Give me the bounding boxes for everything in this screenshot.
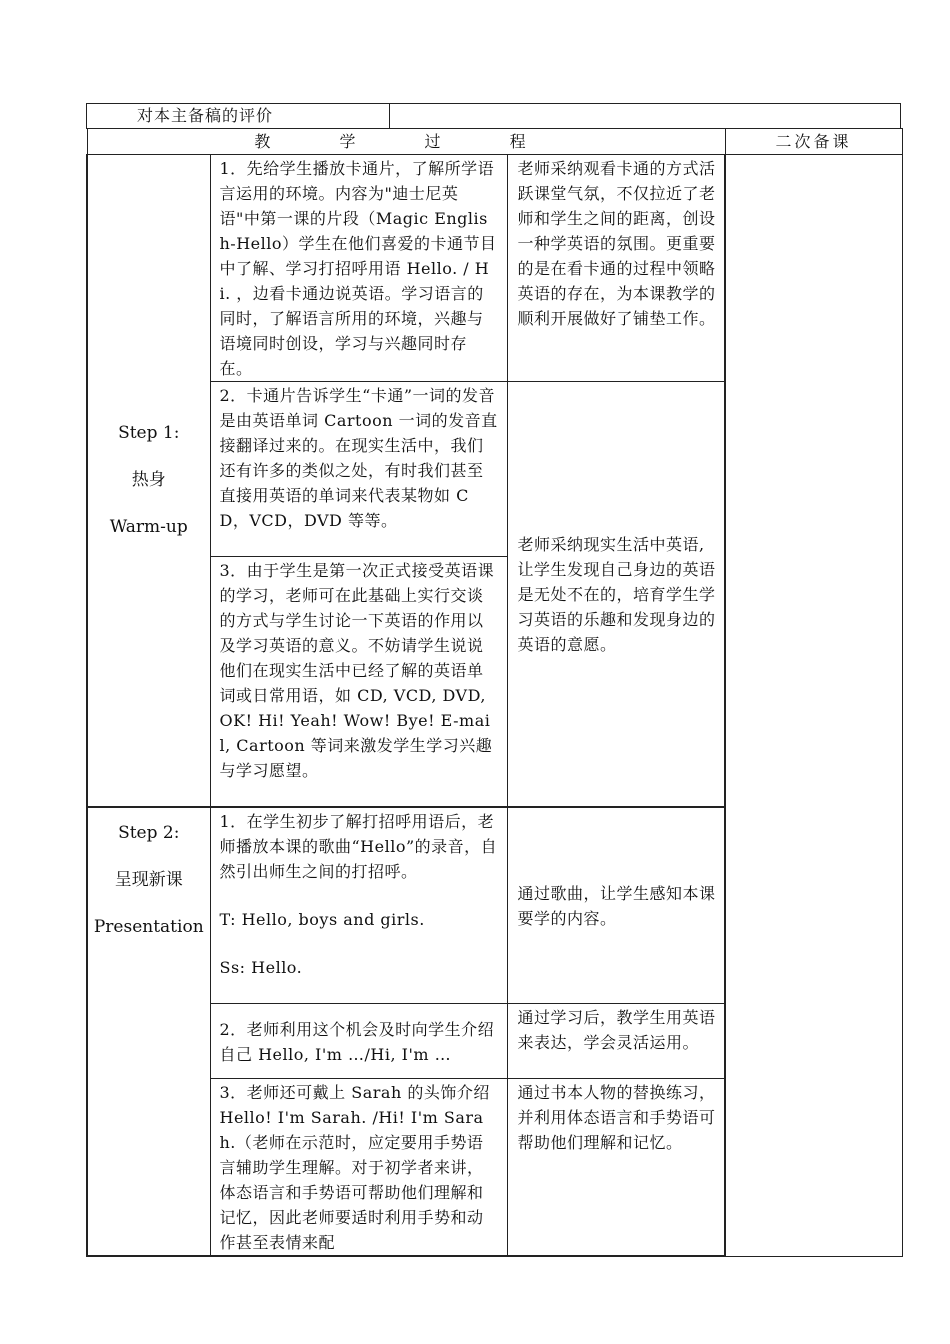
step1-item3-text: 3．由于学生是第一次正式接受英语课的学习，老师可在此基础上实行交谈的方式与学生讨论一下英语的作用以及学习英语的意义。不妨请学生说说他们在现实生活中已经了解的英语单词或日常用语，如 CD, VCD, DVD, OK! Hi! Yeah! Wow! Bye! E-mail, Cartoon 等词来激发学生学习兴趣与学习愿望。 (210, 557, 507, 808)
second-preparation-header: 二次备课 (725, 129, 902, 155)
step2-name: Step 2: (118, 823, 180, 843)
teaching-process-header: 教 学 过 程 (87, 129, 725, 155)
step1-name: Step 1: (118, 423, 180, 443)
step2-item1-body: 1．在学生初步了解打招呼用语后，老师播放本课的歌曲“Hello”的录音，自然引出师生之间的打招呼。 (219, 812, 498, 881)
evaluation-table (86, 103, 901, 129)
step1-item1-comment: 老师采纳观看卡通的方式活跃课堂气氛，不仅拉近了老师和学生之间的距离，创设一种学英语的氛围。更重要的是在看卡通的过程中领略英语的存在，为本课教学的顺利开展做好了铺垫工作。 (507, 155, 725, 382)
step2-item3-text: 3．老师还可戴上 Sarah 的头饰介绍 Hello! I'm Sarah. /Hi! I'm Sarah.（老师在示范时，应定要用手势语言辅助学生理解。对于初学者来讲，体态语言和手势语可帮助他们理解和记忆，因此老师要适时利用手势和动作甚至表情来配 (210, 1079, 507, 1257)
step2-item1-dialog1: T: Hello, boys and girls. (219, 910, 425, 929)
step2-item2-comment: 通过学习后，教学生用英语来表达，学会灵活运用。 (507, 1004, 725, 1079)
step1-label (87, 155, 210, 808)
step1-en: Warm-up (109, 517, 188, 537)
step1-cn: 热身 (131, 470, 166, 490)
table-row (87, 155, 902, 382)
step2-item1-comment: 通过歌曲，让学生感知本课要学的内容。 (507, 807, 725, 1004)
evaluation-value (390, 104, 901, 129)
step2-cn: 呈现新课 (114, 870, 183, 890)
evaluation-label: 对本主备稿的评价 (87, 104, 390, 129)
step2-item1-text (210, 807, 507, 1004)
step1-item2-text: 2．卡通片告诉学生“卡通”一词的发音是由英语单词 Cartoon 一词的发音直接翻译过来的。在现实生活中，我们还有许多的类似之处，有时我们甚至直接用英语的单词来代表某物如 CD，VCD，DVD 等等。 (210, 382, 507, 557)
step1-items23-comment: 老师采纳现实生活中英语,让学生发现自己身边的英语是无处不在的，培育学生学习英语的乐趣和发现身边的英语的意愿。 (507, 382, 725, 808)
step2-item1-dialog2: Ss: Hello. (219, 958, 303, 977)
second-preparation-cell (725, 155, 902, 1257)
step2-item3-comment: 通过书本人物的替换练习，并利用体态语言和手势语可帮助他们理解和记忆。 (507, 1079, 725, 1257)
step2-label (87, 807, 210, 1256)
step1-item1-text: 1．先给学生播放卡通片，了解所学语言运用的环境。内容为"迪士尼英语"中第一课的片段（Magic English-Hello）学生在他们喜爱的卡通节目中了解、学习打招呼用语 Hello. / Hi. ，边看卡通边说英语。学习语言的同时，了解语言所用的环境，兴趣与语境同时创设，学习与兴趣同时存在。 (210, 155, 507, 382)
lesson-plan-table (86, 128, 903, 1257)
step2-item2-text: 2．老师利用这个机会及时向学生介绍自己 Hello, I'm …/Hi, I'm … (210, 1004, 507, 1079)
header-row (87, 129, 902, 155)
step2-en: Presentation (93, 917, 204, 937)
